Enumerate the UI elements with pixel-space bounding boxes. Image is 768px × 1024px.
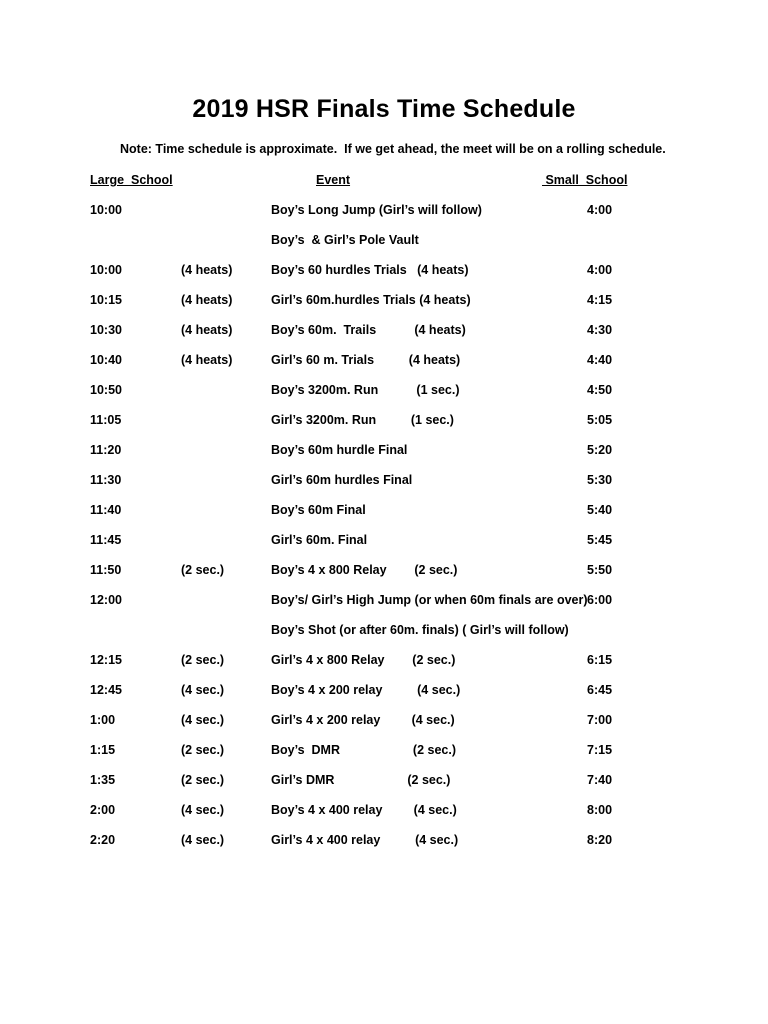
- event-name: Boy’s 4 x 200 relay (4 sec.): [271, 683, 461, 697]
- small-school-time: 5:45: [587, 533, 613, 547]
- event-name: Boy’s 60m. Trails (4 heats): [271, 323, 466, 337]
- large-school-time: 2:20: [90, 833, 116, 847]
- event-name: Boy’s 60m Final: [271, 503, 366, 517]
- heats-count: (4 heats): [181, 293, 233, 307]
- heats-count: (4 heats): [181, 323, 233, 337]
- heats-count: (2 sec.): [181, 773, 225, 787]
- schedule-row: [0, 473, 768, 493]
- schedule-row: [0, 803, 768, 823]
- schedule-row: [0, 203, 768, 223]
- schedule-row: [0, 233, 768, 253]
- event-name: Girl’s 4 x 400 relay (4 sec.): [271, 833, 459, 847]
- large-school-time: 11:50: [90, 563, 122, 577]
- schedule-row: [0, 323, 768, 343]
- schedule-row: [0, 503, 768, 523]
- schedule-row: [0, 353, 768, 373]
- small-school-time: 7:00: [587, 713, 613, 727]
- schedule-row: [0, 623, 768, 643]
- small-school-time: 4:15: [587, 293, 613, 307]
- schedule-note: Note: Time schedule is approximate. If we get ahead, the meet will be on a rolling schedule.: [120, 142, 666, 156]
- small-school-time: 5:05: [587, 413, 613, 427]
- event-name: Boy’s 60m hurdle Final: [271, 443, 408, 457]
- heats-count: (2 sec.): [181, 743, 225, 757]
- event-name: Girl’s 60 m. Trials (4 heats): [271, 353, 461, 367]
- event-name: Girl’s 60m. Final: [271, 533, 368, 547]
- event-name: Girl’s 60m hurdles Final: [271, 473, 413, 487]
- event-name: Boy’s 60 hurdles Trials (4 heats): [271, 263, 469, 277]
- schedule-row: [0, 413, 768, 433]
- schedule-row: [0, 683, 768, 703]
- heats-count: (4 sec.): [181, 803, 225, 817]
- large-school-time: 1:15: [90, 743, 116, 757]
- event-name: Girl’s 4 x 200 relay (4 sec.): [271, 713, 455, 727]
- schedule-row: [0, 773, 768, 793]
- heats-count: (2 sec.): [181, 653, 225, 667]
- event-name: Girl’s 3200m. Run (1 sec.): [271, 413, 454, 427]
- large-school-time: 11:45: [90, 533, 122, 547]
- small-school-time: 6:45: [587, 683, 613, 697]
- event-name: Boy’s 4 x 800 Relay (2 sec.): [271, 563, 458, 577]
- large-school-time: 1:00: [90, 713, 116, 727]
- event-name: Boy’s Long Jump (Girl’s will follow): [271, 203, 482, 217]
- small-school-time: 4:50: [587, 383, 613, 397]
- small-school-time: 7:40: [587, 773, 613, 787]
- large-school-time: 10:30: [90, 323, 122, 337]
- schedule-row: [0, 593, 768, 613]
- small-school-time: 6:00: [587, 593, 613, 607]
- event-name: Boy’s & Girl’s Pole Vault: [271, 233, 419, 247]
- small-school-time: 7:15: [587, 743, 613, 757]
- heats-count: (4 sec.): [181, 683, 225, 697]
- header-small-school: Small School: [542, 173, 628, 187]
- small-school-time: 5:40: [587, 503, 613, 517]
- event-name: Girl’s 4 x 800 Relay (2 sec.): [271, 653, 456, 667]
- event-name: Boy’s/ Girl’s High Jump (or when 60m finals are over): [271, 593, 588, 607]
- large-school-time: 1:35: [90, 773, 116, 787]
- large-school-time: 10:15: [90, 293, 122, 307]
- event-name: Boy’s Shot (or after 60m. finals) ( Girl’s will follow): [271, 623, 569, 637]
- large-school-time: 10:00: [90, 263, 122, 277]
- small-school-time: 4:00: [587, 203, 613, 217]
- small-school-time: 4:40: [587, 353, 613, 367]
- schedule-row: [0, 833, 768, 853]
- large-school-time: 11:05: [90, 413, 122, 427]
- event-name: Girl’s 60m.hurdles Trials (4 heats): [271, 293, 471, 307]
- heats-count: (4 heats): [181, 353, 233, 367]
- document-title: 2019 HSR Finals Time Schedule: [192, 95, 576, 123]
- small-school-time: 6:15: [587, 653, 613, 667]
- large-school-time: 11:40: [90, 503, 122, 517]
- heats-count: (4 sec.): [181, 713, 225, 727]
- small-school-time: 4:00: [587, 263, 613, 277]
- heats-count: (4 sec.): [181, 833, 225, 847]
- schedule-row: [0, 743, 768, 763]
- event-name: Boy’s DMR (2 sec.): [271, 743, 456, 757]
- event-name: Girl’s DMR (2 sec.): [271, 773, 451, 787]
- header-event: Event: [316, 173, 351, 187]
- large-school-time: 11:30: [90, 473, 122, 487]
- large-school-time: 10:00: [90, 203, 122, 217]
- event-name: Boy’s 4 x 400 relay (4 sec.): [271, 803, 457, 817]
- large-school-time: 12:00: [90, 593, 122, 607]
- schedule-row: [0, 563, 768, 583]
- small-school-time: 8:00: [587, 803, 613, 817]
- schedule-row: [0, 263, 768, 283]
- small-school-time: 5:50: [587, 563, 613, 577]
- large-school-time: 2:00: [90, 803, 116, 817]
- schedule-row: [0, 713, 768, 733]
- large-school-time: 12:45: [90, 683, 122, 697]
- header-large-school: Large School: [90, 173, 173, 187]
- large-school-time: 12:15: [90, 653, 122, 667]
- large-school-time: 10:40: [90, 353, 122, 367]
- small-school-time: 5:30: [587, 473, 613, 487]
- schedule-row: [0, 383, 768, 403]
- large-school-time: 10:50: [90, 383, 122, 397]
- schedule-row: [0, 443, 768, 463]
- small-school-time: 8:20: [587, 833, 613, 847]
- small-school-time: 4:30: [587, 323, 613, 337]
- schedule-row: [0, 293, 768, 313]
- large-school-time: 11:20: [90, 443, 122, 457]
- schedule-row: [0, 533, 768, 553]
- schedule-row: [0, 653, 768, 673]
- heats-count: (2 sec.): [181, 563, 225, 577]
- heats-count: (4 heats): [181, 263, 233, 277]
- small-school-time: 5:20: [587, 443, 613, 457]
- event-name: Boy’s 3200m. Run (1 sec.): [271, 383, 460, 397]
